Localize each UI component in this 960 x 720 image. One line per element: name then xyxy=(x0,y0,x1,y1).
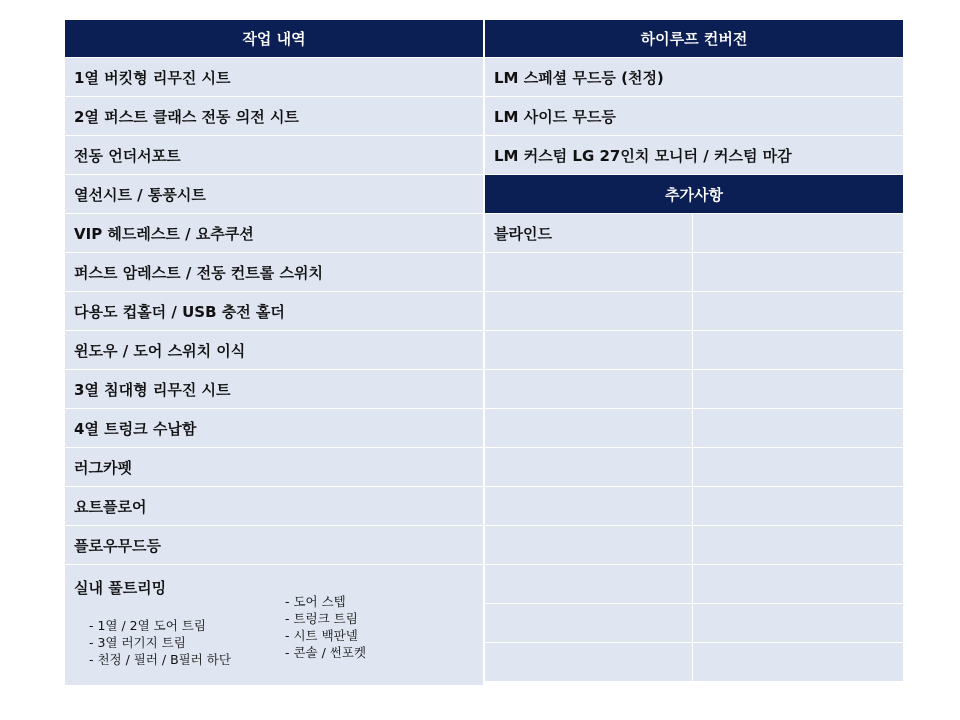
trim-sub-item: - 콘솔 / 썬포켓 xyxy=(285,645,367,660)
work-item: 2열 퍼스트 클래스 전동 의전 시트 xyxy=(65,97,483,136)
extra-empty-cell xyxy=(485,370,693,408)
extra-row xyxy=(485,253,903,292)
extra-empty-cell xyxy=(693,604,903,642)
extra-empty-cell xyxy=(693,331,903,369)
extra-empty-cell xyxy=(485,643,693,681)
extra-row xyxy=(485,409,903,448)
hilope-item: LM 스페셜 무드등 (천정) xyxy=(485,58,903,97)
extra-empty-cell xyxy=(693,253,903,291)
extra-row xyxy=(485,448,903,487)
extra-row xyxy=(485,643,903,682)
extra-empty-cell xyxy=(693,487,903,525)
work-header: 작업 내역 xyxy=(65,20,483,58)
extra-empty-cell xyxy=(693,214,903,252)
work-item: 러그카펫 xyxy=(65,448,483,487)
extra-item: 블라인드 xyxy=(485,214,693,252)
trim-sub-item: - 천정 / 필러 / B필러 하단 xyxy=(89,652,231,667)
trim-sub-item: - 3열 러기지 트림 xyxy=(89,635,186,650)
extra-empty-cell xyxy=(693,409,903,447)
trim-cell xyxy=(65,565,483,686)
trim-right-list xyxy=(285,593,366,661)
extra-row xyxy=(485,331,903,370)
trim-sub-item: - 1열 / 2열 도어 트림 xyxy=(89,618,206,633)
extra-empty-cell xyxy=(485,253,693,291)
work-item: 열선시트 / 통풍시트 xyxy=(65,175,483,214)
work-item: 1열 버킷형 리무진 시트 xyxy=(65,58,483,97)
work-table xyxy=(65,20,903,696)
work-item: 플로우무드등 xyxy=(65,526,483,565)
extra-row xyxy=(485,487,903,526)
work-column xyxy=(65,20,483,686)
hilope-item: LM 커스텀 LG 27인치 모니터 / 커스텀 마감 xyxy=(485,136,903,175)
extra-empty-cell xyxy=(693,565,903,603)
extra-empty-cell xyxy=(485,331,693,369)
extra-empty-cell xyxy=(693,448,903,486)
extra-row xyxy=(485,292,903,331)
extra-empty-cell xyxy=(485,565,693,603)
extra-empty-cell xyxy=(693,370,903,408)
extra-row xyxy=(485,526,903,565)
extra-row xyxy=(485,604,903,643)
work-item: 요트플로어 xyxy=(65,487,483,526)
extra-row xyxy=(485,370,903,409)
work-item: 3열 침대형 리무진 시트 xyxy=(65,370,483,409)
work-item: 다용도 컵홀더 / USB 충전 홀더 xyxy=(65,292,483,331)
extra-empty-cell xyxy=(485,292,693,330)
hilope-header: 하이루프 컨버전 xyxy=(485,20,903,58)
extra-row xyxy=(485,214,903,253)
extra-empty-cell xyxy=(693,526,903,564)
extra-empty-cell xyxy=(485,526,693,564)
extra-empty-cell xyxy=(485,448,693,486)
extra-empty-cell xyxy=(485,487,693,525)
work-item: 퍼스트 암레스트 / 전동 컨트롤 스위치 xyxy=(65,253,483,292)
extra-empty-cell xyxy=(693,292,903,330)
extra-empty-cell xyxy=(693,643,903,681)
extra-row xyxy=(485,565,903,604)
work-item: 전동 언더서포트 xyxy=(65,136,483,175)
trim-sub-item: - 트렁크 트림 xyxy=(285,611,358,626)
work-item: 4열 트렁크 수납함 xyxy=(65,409,483,448)
trim-sub-item: - 시트 백판넬 xyxy=(285,628,358,643)
trim-sub-item: - 도어 스텝 xyxy=(285,594,346,609)
hilope-column xyxy=(485,20,903,682)
extra-header: 추가사항 xyxy=(485,175,903,214)
extra-empty-cell xyxy=(485,604,693,642)
trim-left-list xyxy=(89,617,231,668)
extra-empty-cell xyxy=(485,409,693,447)
hilope-item: LM 사이드 무드등 xyxy=(485,97,903,136)
trim-title: 실내 풀트리밍 xyxy=(74,579,167,597)
work-item: 윈도우 / 도어 스위치 이식 xyxy=(65,331,483,370)
work-item: VIP 헤드레스트 / 요추쿠션 xyxy=(65,214,483,253)
